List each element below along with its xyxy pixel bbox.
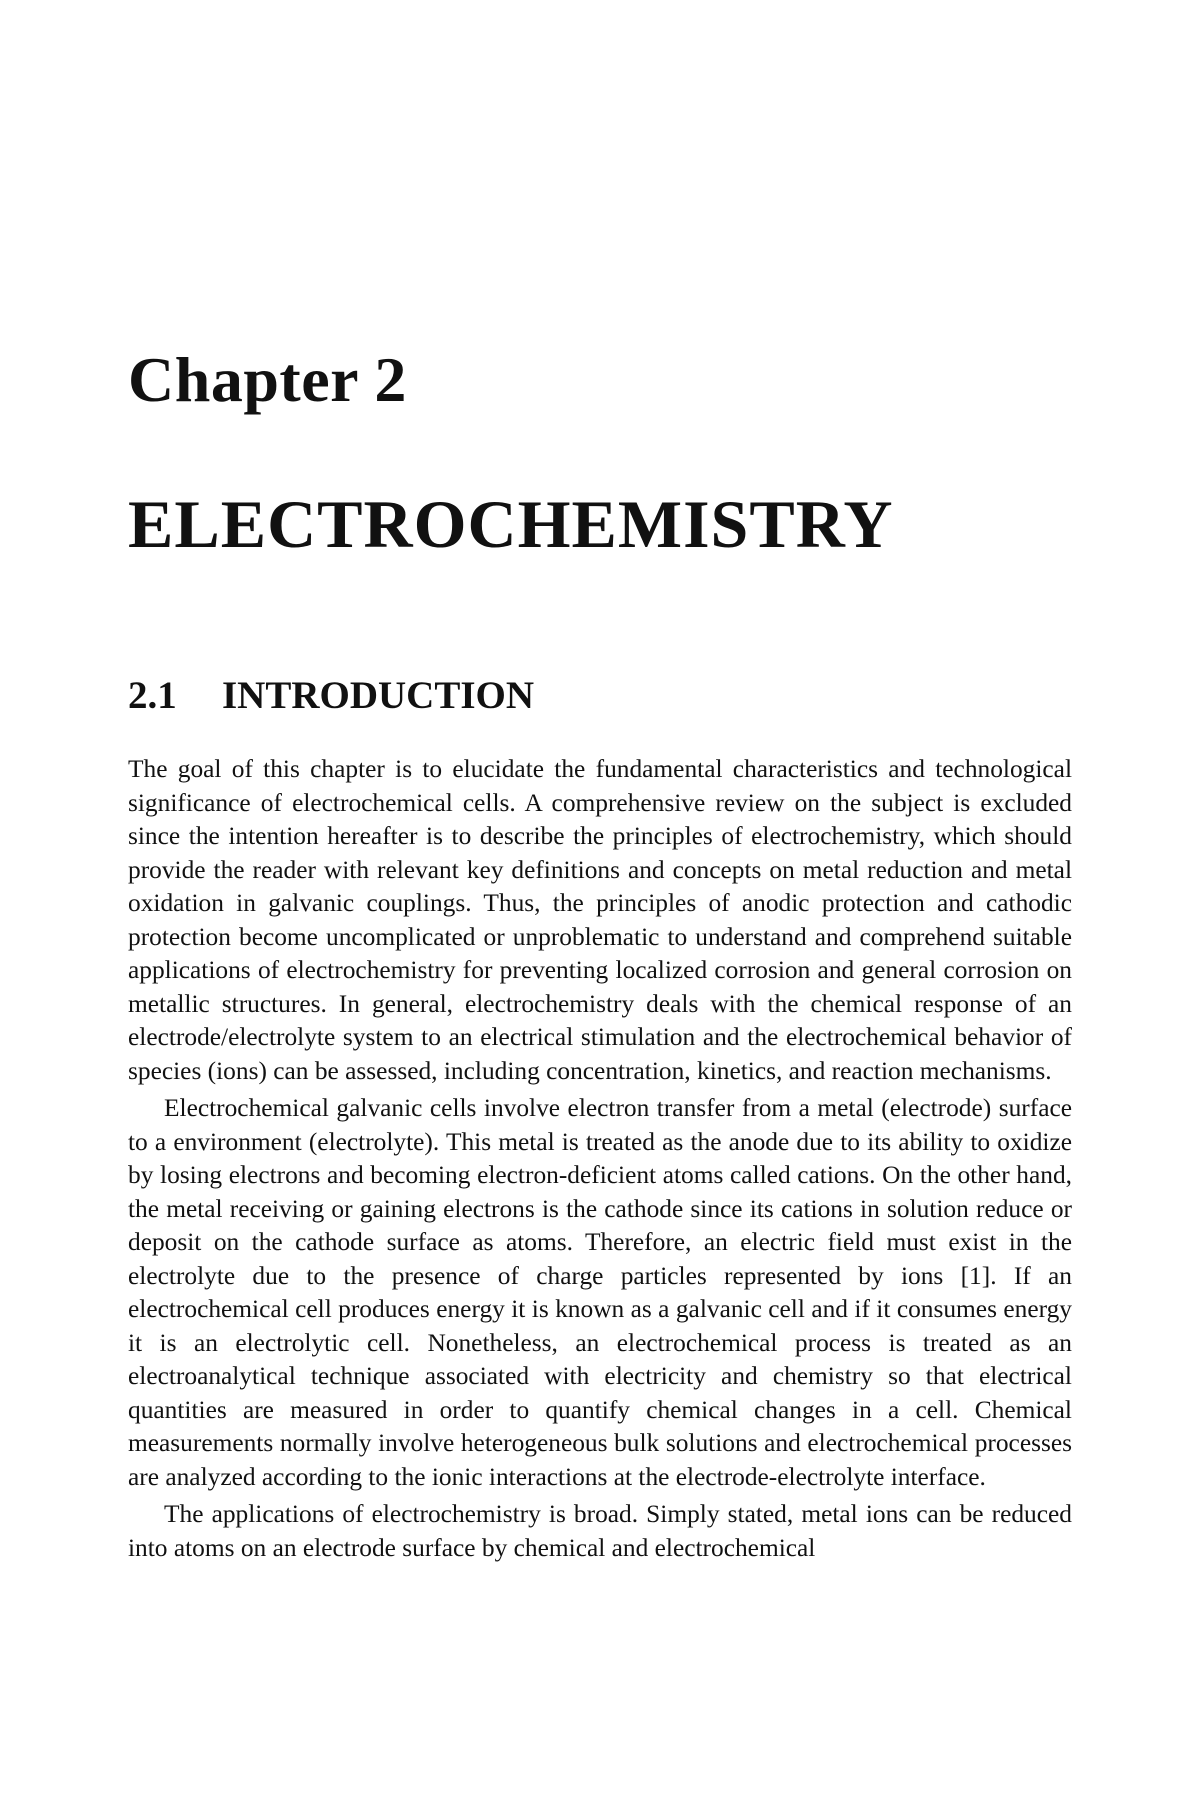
section-number: 2.1	[128, 674, 177, 717]
paragraph-1: The goal of this chapter is to elucidate the fundamental characteristics and technological significance of electrochemical cells. A comprehensive review on the subject is excluded since the intention hereafter is to describe the principles of electrochemistry, which should provide the reader with relevant key definitions and concepts on metal reduction and metal oxidation in galvanic couplings. Thus, the principles of anodic protection and cathodic protection become uncomplicated or unproblematic to understand and comprehend suitable applications of electrochemistry for preventing localized corrosion and general corrosion on metallic structures. In general, electrochemistry deals with the chemical response of an electrode/electrolyte system to an electrical stimulation and the electrochemical behavior of species (ions) can be assessed, including concentration, kinetics, and reaction mechanisms.	[128, 755, 1072, 1085]
book-page	[128, 0, 1072, 1800]
body-text	[128, 753, 1072, 1565]
chapter-title: ELECTROCHEMISTRY	[128, 486, 894, 562]
paragraph-3: The applications of electrochemistry is broad. Simply stated, metal ions can be reduced into atoms on an electrode surface by chemical and electrochemical	[128, 1500, 1072, 1562]
paragraph-2: Electrochemical galvanic cells involve electron transfer from a metal (electrode) surface to a environment (electrolyte). This metal is treated as the anode due to its ability to oxidize by losing electrons and becoming electron-deficient atoms called cations. On the other hand, the metal receiving or gaining electrons is the cathode since its cations in solution reduce or deposit on the cathode surface as atoms. Therefore, an electric field must exist in the electrolyte due to the presence of charge particles represented by ions [1]. If an electrochemical cell produces energy it is known as a galvanic cell and if it consumes energy it is an electrolytic cell. Nonetheless, an electrochemical process is treated as an electroanalytical technique associated with electricity and chemistry so that electrical quantities are measured in order to quantify chemical changes in a cell. Chemical measurements normally involve heterogeneous bulk solutions and electrochemical processes are analyzed according to the ionic interactions at the electrode-electrolyte interface.	[128, 1094, 1072, 1491]
section-title: INTRODUCTION	[222, 674, 535, 717]
section-heading	[128, 676, 534, 715]
chapter-label: Chapter 2	[128, 344, 407, 415]
